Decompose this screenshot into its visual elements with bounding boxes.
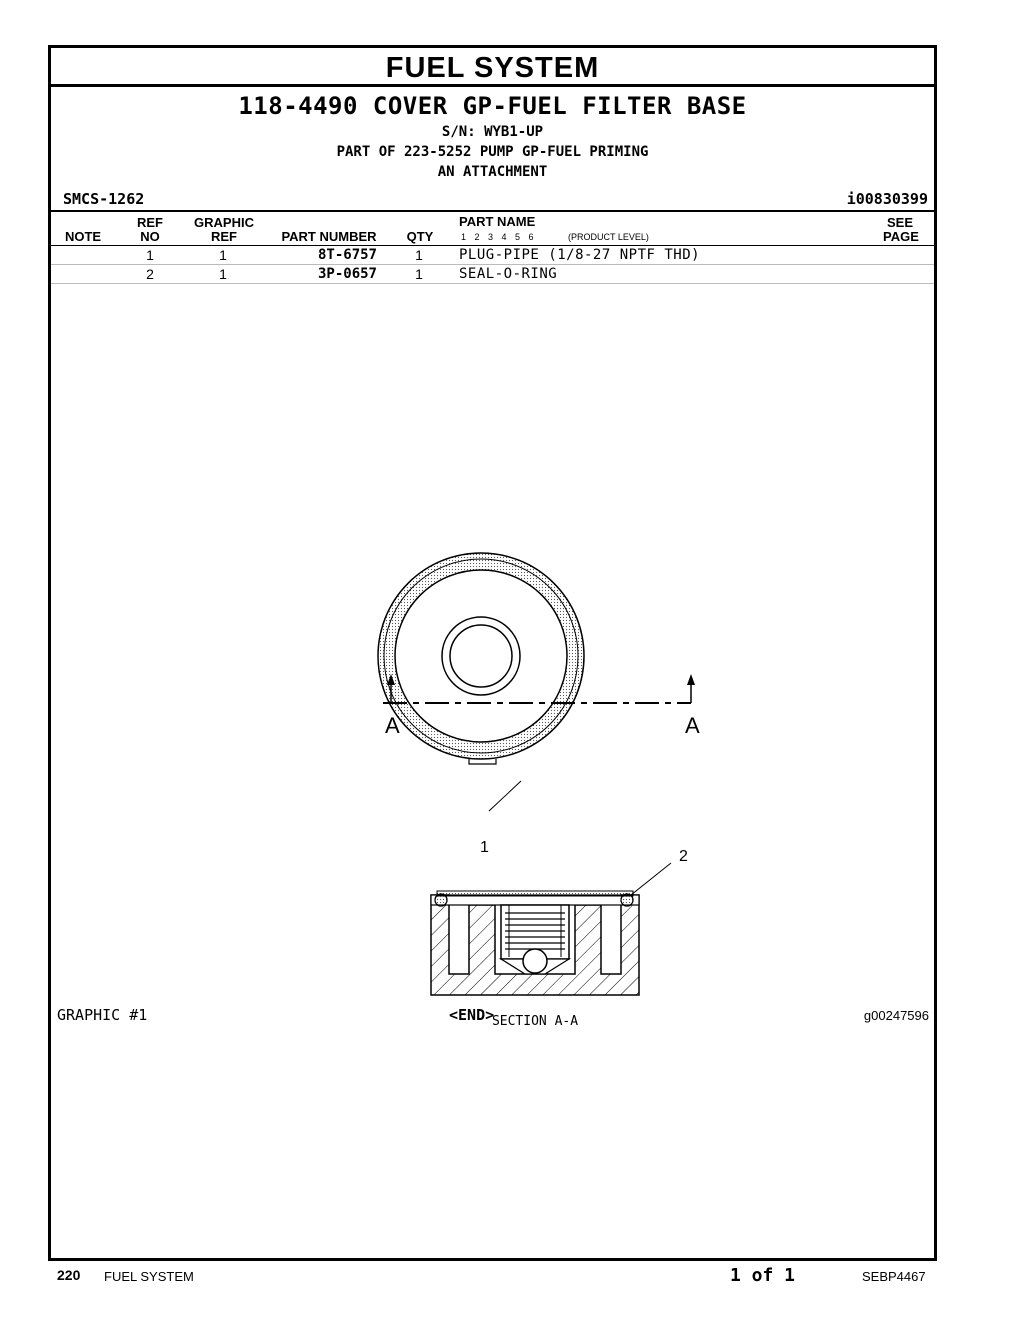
smcs-code: SMCS-1262 xyxy=(63,190,145,208)
table-row xyxy=(51,246,934,265)
row-ref: 2 xyxy=(146,266,154,282)
col-levels: 1 2 3 4 5 6 xyxy=(461,232,534,242)
row-qty: 1 xyxy=(415,266,423,282)
footer-page-number: 220 xyxy=(57,1267,81,1283)
section-title: FUEL SYSTEM xyxy=(51,48,934,87)
section-view xyxy=(431,891,639,995)
footer-document-number: SEBP4467 xyxy=(862,1269,926,1284)
footer-title: FUEL SYSTEM xyxy=(104,1269,194,1284)
row-part-number[interactable]: 3P-0657 xyxy=(317,266,377,282)
section-marker-left: A xyxy=(385,713,400,738)
col-see-bottom: PAGE xyxy=(883,229,919,244)
top-view xyxy=(378,553,584,764)
col-graphic-top: GRAPHIC xyxy=(194,215,254,230)
col-product-level: (PRODUCT LEVEL) xyxy=(568,232,649,242)
col-qty: QTY xyxy=(406,229,434,244)
col-graphic-bottom: REF xyxy=(211,229,237,244)
col-part-number: PART NUMBER xyxy=(281,229,377,244)
row-ref: 1 xyxy=(146,247,154,263)
table-row xyxy=(51,265,934,284)
group-title: 118-4490 COVER GP-FUEL FILTER BASE xyxy=(238,92,747,120)
footer-page-count: 1 of 1 xyxy=(730,1265,796,1286)
col-ref-bottom: NO xyxy=(140,229,160,244)
col-note: NOTE xyxy=(64,229,102,244)
serial-number: S/N: WYB1-UP xyxy=(441,124,544,140)
row-graphic-ref: 1 xyxy=(219,247,227,263)
attachment-line: AN ATTACHMENT xyxy=(437,164,548,180)
page-frame xyxy=(48,45,937,1261)
col-part-name: PART NAME xyxy=(459,214,536,229)
illustration-id: i00830399 xyxy=(846,190,928,208)
row-part-number[interactable]: 8T-6757 xyxy=(317,247,377,263)
header-rule xyxy=(51,210,934,212)
end-marker: <END> xyxy=(449,1006,495,1024)
callout-1: 1 xyxy=(480,839,489,856)
part-of-line: PART OF 223-5252 PUMP GP-FUEL PRIMING xyxy=(336,144,649,160)
callout-2: 2 xyxy=(679,848,688,865)
row-part-name: SEAL-O-RING xyxy=(459,266,558,282)
row-qty: 1 xyxy=(415,247,423,263)
graphic-label: GRAPHIC #1 xyxy=(57,1006,148,1024)
col-ref-top: REF xyxy=(137,215,163,230)
row-graphic-ref: 1 xyxy=(219,266,227,282)
section-caption: SECTION A-A xyxy=(491,1014,579,1029)
section-marker-right: A xyxy=(685,713,700,738)
row-part-name: PLUG-PIPE (1/8-27 NPTF THD) xyxy=(459,247,701,263)
col-see-top: SEE xyxy=(886,215,913,230)
graphic-id: g00247596 xyxy=(863,1008,929,1023)
